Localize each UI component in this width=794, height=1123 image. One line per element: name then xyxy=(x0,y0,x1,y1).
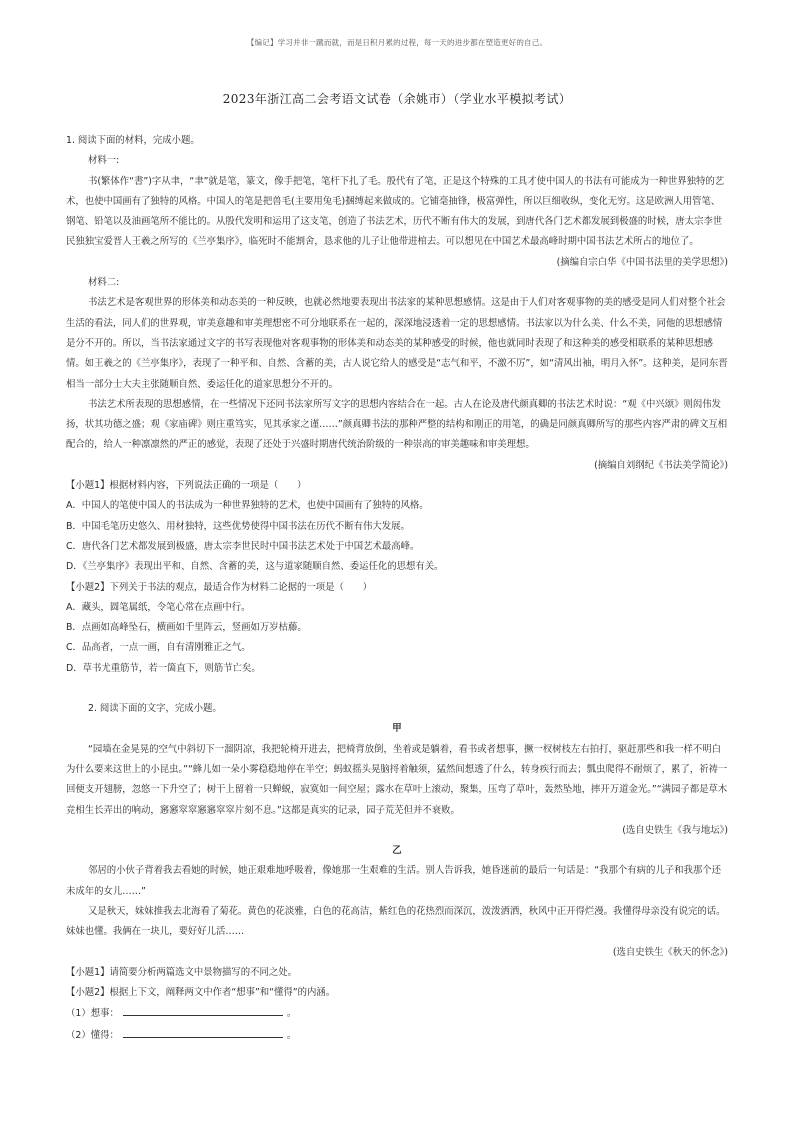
material-2-paragraph-1: 书法艺术是客观世界的形体美和动态美的一种反映，也就必然地要表现出书法家的某种思想感情。这是由于人们对客观事物的美的感受是同人们对整个社会生活的看法，同人们的世界观，审美意趣和审美理想密不可分地联系在一起的，深深地浸透着一定的思想感情。书法家以为什么美、什么不美，同他的思想感情是分不开的。所以，当书法家通过文字的书写表现他对客观事物的形体美和动态美的某种感受的时候，他也就同时表现了和这种美的感受相联系的某种思想感情。如王羲之的《兰亭集序》，表现了一种平和、自然、含蓄的美，古人说它给人的感受是“志气和平，不激不厉”，如“清风出袖，明月入怀”。这种美，是同东晋相当一部分士大夫主张随顺自然、委运任化的道家思想分不开的。 xyxy=(66,297,728,390)
option-1-2-b: B．点画如高峰坠石，横画如千里阵云，竖画如万岁枯藤。 xyxy=(66,622,307,634)
exam-content xyxy=(66,131,728,1046)
passage-b-source: (选自史铁生《秋天的怀念》) xyxy=(612,946,728,958)
option-1-1-d: D．《兰亭集序》表现出平和、自然、含蓄的美，这与道家随顺自然、委运任化的思想有关。 xyxy=(66,561,444,573)
option-1-1-b: B．中国毛笔历史悠久、用材独特，这些优势使得中国书法在历代不断有伟大发展。 xyxy=(66,520,410,532)
option-1-1-a: A．中国人的笔使中国人的书法成为一种世界独特的艺术，也使中国画有了独特的风格。 xyxy=(66,500,429,512)
material-2-label: 材料二: xyxy=(88,277,120,289)
answer-blank-2[interactable] xyxy=(123,1025,283,1038)
subquestion-2-1: 【小题1】请简要分析两篇选文中景物描写的不同之处。 xyxy=(66,966,297,978)
option-1-2-d: D．草书尤重筋节，若一箇直下，则筋节亡矣。 xyxy=(66,662,261,674)
passage-b-paragraph-1: 邻居的小伙子背着我去看她的时候，她正艰难地呼吸着，像她那一生艰难的生活。别人告诉我，她昏迷前的最后一句话是：“我那个有病的儿子和我那个还未成年的女儿……” xyxy=(66,865,721,897)
material-1-label: 材料一: xyxy=(88,155,120,167)
subquestion-2-2: 【小题2】根据上下文，阐释两文中作者“想事”和“懂得”的内涵。 xyxy=(66,987,336,999)
material-1-paragraph: 书(繁体作“書”)字从聿，“聿”就是笔，篆文，像手把笔，笔杆下扎了毛。殷代有了笔，正是这个特殊的工具才使中国人的书法有可能成为一种世界独特的艺术，也使中国画有了独特的风格。中国人的笔是把兽毛(主要用兔毛)捆缚起来做成的。它铺毫抽锋，极富弹性，所以巨细收纵，变化无穷。这是欧洲人用管笔、钢笔、铅笔以及油画笔所不能比的。从殷代发明和运用了这支笔，创造了书法艺术，历代不断有伟大的发展，到唐代各门艺术都发展到极盛的时候，唐太宗李世民独独宝爱晋人王羲之所写的《兰亭集序》，临死时不能割舍，恳求他的儿子让他带进棺去。可以想见在中国艺术最高峰时期中国书法艺术所占的地位了。 xyxy=(66,175,725,248)
section-gap xyxy=(66,679,728,699)
material-2-paragraph-2: 书法艺术所表现的思想感情，在一些情况下还同书法家所写文字的思想内容结合在一起。古人在论及唐代颜真卿的书法艺术时说：“观《中兴颂》则闳伟发扬，状其功德之盛；观《家庙碑》则庄重笃实，见其承家之谨……”颜真卿书法的那种严整的结构和刚正的用笔，的确是同颜真卿所写的那些内容严肃的碑文互相配合的，给人一种凛凛然的严正的感觉，表现了还处于兴盛时期唐代统治阶级的一种崇高的审美趣味和审美理想。 xyxy=(66,398,728,451)
material-2-source: (摘编自刘纲纪《书法美学简论》) xyxy=(594,459,728,471)
passage-a-paragraph: “园墙在金晃晃的空气中斜切下一溜阴凉，我把轮椅开进去，把椅背放倒，坐着或是躺着，看书或者想事，撅一杈树枝左右拍打，驱赶那些和我一样不明白为什么要来这世上的小昆虫。”“蜂儿如一朵小雾稳稳地停在半空；蚂蚁摇头晃脑捋着触须，猛然间想透了什么，转身疾行而去；瓢虫爬得不耐烦了，累了，祈祷一回便支开翅膀，忽悠一下升空了；树干上留着一只蝉蜕，寂寞如一间空屋；露水在草叶上滚动，聚集，压弯了草叶，轰然坠地，摔开万道金光。”“满园子都是草木竞相生长弄出的响动，窸窸窣窣窸窸窣窣片刻不息。”这都是真实的记录，园子荒芜但并不衰败。 xyxy=(66,743,728,816)
answer-blank-1[interactable] xyxy=(123,1003,283,1016)
question-2-intro: 2. 阅读下面的文字，完成小题。 xyxy=(88,703,222,715)
passage-a-heading: 甲 xyxy=(392,723,402,735)
question-1-intro: 1. 阅读下面的材料，完成小题。 xyxy=(66,135,200,146)
header-motto: 【编记】学习并非一蹴而就，而是日积月累的过程，每一天的进步都在塑造更好的自己。 xyxy=(246,38,548,47)
option-1-1-c: C．唐代各门艺术都发展到极盛，唐太宗李世民时中国书法艺术处于中国艺术最高峰。 xyxy=(66,540,420,552)
fill-1-end: 。 xyxy=(286,1008,297,1020)
option-1-2-c: C．品高者，一点一画，自有清刚雅正之气。 xyxy=(66,642,251,654)
subquestion-1-1-stem: 【小题1】根据材料内容，下列说法正确的一项是（ ） xyxy=(66,480,307,492)
fill-2-label: （2）懂得： xyxy=(66,1029,119,1041)
fill-line-1 xyxy=(66,1003,728,1024)
passage-b-paragraph-2: 又是秋天，妹妹推我去北海看了菊花。黄色的花淡雅，白色的花高洁，紫红色的花热烈而深沉，泼泼洒洒，秋风中正开得烂漫。我懂得母亲没有说完的话。妹妹也懂。我俩在一块儿，要好好儿活…… xyxy=(66,905,726,938)
fill-1-label: （1）想事： xyxy=(66,1008,119,1020)
subquestion-1-2-stem: 【小题2】下列关于书法的观点，最适合作为材料二论据的一项是（ ） xyxy=(66,581,372,593)
material-1-source: (摘编自宗白华《中国书法里的美学思想》) xyxy=(556,256,728,268)
option-1-2-a: A．藏头，圆笔属纸，令笔心常在点画中行。 xyxy=(66,601,251,613)
fill-line-2 xyxy=(66,1025,728,1046)
fill-2-end: 。 xyxy=(286,1029,297,1041)
passage-b-heading: 乙 xyxy=(392,845,402,857)
page-title: 2023年浙江高二会考语文试卷（余姚市）（学业水平模拟考试） xyxy=(222,92,572,106)
passage-a-source: (选自史铁生《我与地坛》) xyxy=(622,824,728,836)
